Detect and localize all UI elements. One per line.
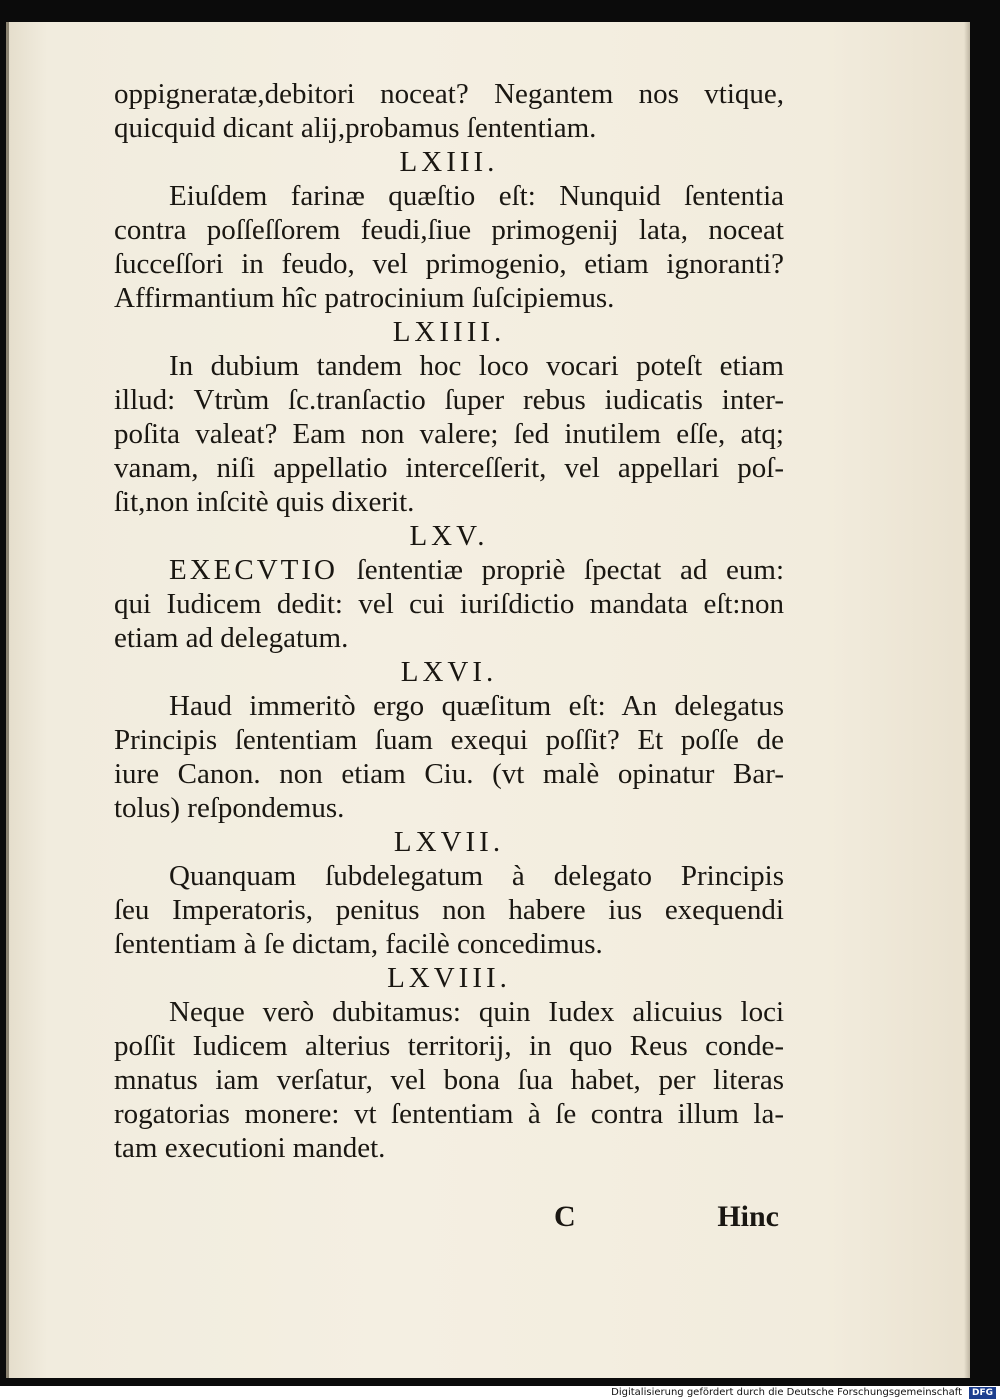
section-heading: LXIIII. [392, 316, 506, 348]
text-line: vanam, niſi appellatio interceſſerit, vel appellari poſ- [114, 452, 784, 484]
text-line: contra poſſeſſorem feudi,ſiue primogenij lata, noceat [114, 214, 784, 246]
dfg-logo: DFG [969, 1387, 996, 1399]
text-line: tam executioni mandet. [114, 1132, 386, 1164]
text-line: rogatorias monere: vt ſententiam à ſe contra illum la- [114, 1098, 784, 1130]
text-line: In dubium tandem hoc loco vocari poteſt etiam [169, 350, 784, 382]
credit-bar [0, 1386, 1000, 1400]
text-line: ſit,non inſcitè quis dixerit. [114, 486, 415, 518]
text-line: ſeu Imperatoris, penitus non habere ius exequendi [114, 894, 784, 926]
section-heading: LXIII. [399, 146, 499, 178]
text-line: poſita valeat? Eam non valere; ſed inutilem eſſe, atq; [114, 418, 784, 450]
page-text [114, 77, 784, 1165]
book-page [6, 22, 970, 1378]
text-line: iure Canon. non etiam Ciu. (vt malè opinatur Bar- [114, 758, 784, 790]
emphasized-word: EXECVTIO [169, 554, 338, 586]
text-line: ſucceſſori in feudo, vel primogenio, etiam ignoranti? [114, 248, 784, 280]
text-line: tolus) reſpondemus. [114, 792, 345, 824]
section-heading: LXV. [409, 520, 489, 552]
text-line: Neque verò dubitamus: quin Iudex alicuius loci [169, 996, 784, 1028]
section-heading: LXVI. [400, 656, 498, 688]
section-heading: LXVII. [393, 826, 505, 858]
text-line: ſententiam à ſe dictam, facilè concedimus. [114, 928, 603, 960]
text-line: illud: Vtrùm ſc.tranſactio ſuper rebus iudicatis inter- [114, 384, 784, 416]
page-footer-row [114, 1200, 784, 1240]
text-line: mnatus iam verſatur, vel bona ſua habet, per literas [114, 1064, 784, 1096]
digitization-credit: Digitalisierung gefördert durch die Deutsche Forschungsgemeinschaft [611, 1387, 962, 1398]
text-line: quicquid dicant alij,probamus ſententiam. [114, 112, 597, 144]
text-line: poſſit Iudicem alterius territorij, in quo Reus conde- [114, 1030, 784, 1062]
text-line: Principis ſententiam ſuam exequi poſſit? Et poſſe de [114, 724, 784, 756]
text-line: Affirmantium hîc patrocinium ſuſcipiemus. [114, 282, 615, 314]
text-line: etiam ad delegatum. [114, 622, 349, 654]
text-line: oppigneratæ,debitori noceat? Negantem nos vtique, [114, 78, 784, 110]
text-line [114, 553, 784, 587]
text-line: qui Iudicem dedit: vel cui iuriſdictio mandata eſt:non [114, 588, 784, 620]
signature-mark: C [554, 1200, 576, 1233]
text-line: Quanquam ſubdelegatum à delegato Principis [169, 860, 784, 892]
line-remainder: ſententiæ propriè ſpectat ad eum: [337, 554, 784, 586]
catchword: Hinc [717, 1200, 779, 1233]
section-heading: LXVIII. [387, 962, 511, 994]
text-line: Eiuſdem farinæ quæſtio eſt: Nunquid ſententia [169, 180, 784, 212]
text-line: Haud immeritò ergo quæſitum eſt: An delegatus [169, 690, 784, 722]
